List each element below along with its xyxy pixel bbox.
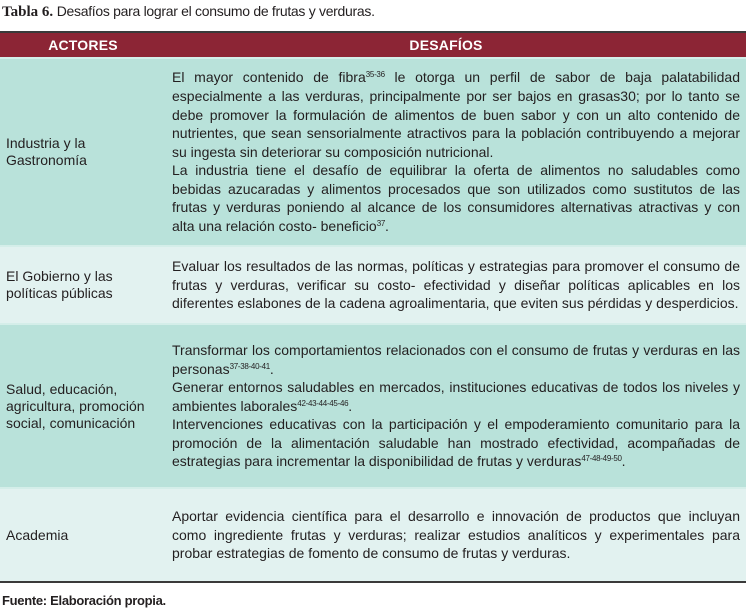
challenge-text: .	[348, 397, 353, 414]
table-row	[0, 245, 746, 323]
challenges-cell	[166, 325, 746, 487]
challenge-paragraph	[172, 507, 740, 563]
challenge-text: Aportar evidencia científica para el desarrollo e innovación de productos que incluyan como ingrediente frutas y verduras; realizar estudios analíticos y experimentales para probar estrategias de fomento de consumo de frutas y verduras.	[172, 508, 740, 562]
challenges-cell	[166, 489, 746, 581]
citation-superscript: 47-48-49-50	[581, 454, 622, 464]
table-caption	[2, 3, 375, 21]
challenge-paragraph	[172, 378, 740, 415]
challenge-paragraph	[172, 257, 740, 313]
challenge-text: le otorga un perfil de sabor de baja palatabilidad especialmente a las verduras, principalmente por ser bajos en grasas30; por lo tanto se debe promover la formulación de alimentos de buen sabor y con un alto contenido de nutrientes, que sean sensorialmente atractivos para la población contribuyendo a mejorar su ingesta sin deteriorar su composición nutricional.	[172, 69, 740, 160]
actor-cell: El Gobierno y las políticas públicas	[6, 268, 113, 301]
challenge-text: Transformar los comportamientos relacionados con el consumo de frutas y verduras en las personas	[172, 341, 740, 377]
challenge-text: Generar entornos saludables en mercados, instituciones educativas de todos los niveles y ambientes laborales	[172, 379, 740, 414]
challenge-text: .	[385, 218, 389, 235]
table-row	[0, 323, 746, 487]
actor-cell: Salud, educación, agricultura, promoción social, comunicación	[6, 380, 145, 431]
header-desafios: DESAFÍOS	[409, 37, 483, 53]
challenge-text: La industria tiene el desafío de equilibrar la oferta de alimentos no saludables como bebidas azucaradas y alimentos procesados que son utilizados como sustitutos de las frutas y verduras poniendo al alcance de los consumidores alternativas atractivas y con alta una relación costo- beneficio	[172, 162, 740, 235]
challenge-text: .	[621, 453, 626, 470]
challenges-cell	[166, 59, 746, 245]
table-caption-text: Desafíos para lograr el consumo de frutas y verduras.	[53, 3, 375, 19]
header-actores: ACTORES	[48, 37, 118, 53]
actor-cell: Industria y la Gastronomía	[6, 135, 87, 168]
table-row	[0, 487, 746, 581]
table-caption-label: Tabla 6.	[2, 4, 54, 20]
challenge-paragraph	[172, 415, 740, 471]
challenge-paragraph	[172, 341, 740, 378]
table-row	[0, 57, 746, 245]
challenge-text: El mayor contenido de fibra	[172, 69, 366, 86]
challenges-table	[0, 31, 746, 583]
table-header-row	[0, 33, 746, 57]
citation-superscript: 37-38-40-41	[229, 361, 270, 371]
citation-superscript: 37	[376, 219, 385, 229]
citation-superscript: 35-36	[365, 70, 385, 80]
citation-superscript: 42-43-44-45-46	[297, 398, 349, 408]
challenge-text: .	[269, 360, 274, 377]
table-source-footnote: Fuente: Elaboración propia.	[2, 593, 166, 608]
challenge-text: Intervenciones educativas con la participación y el empoderamiento comunitario para la promoción de la alimentación saludable han mostrado efectividad, acompañadas de estrategias para incrementar la disponibilidad de frutas y verduras	[172, 416, 740, 470]
challenges-cell	[166, 247, 746, 323]
actor-cell: Academia	[6, 526, 69, 543]
challenge-paragraph	[172, 161, 740, 235]
challenge-paragraph	[172, 68, 740, 161]
challenge-text: Evaluar los resultados de las normas, políticas y estrategias para promover el consumo de frutas y verduras, verificar su costo- efectividad y diseñar políticas aplicables en los diferentes eslabones de la cadena agroalimentaria, que eviten sus pérdidas y desperdicios.	[172, 258, 740, 312]
